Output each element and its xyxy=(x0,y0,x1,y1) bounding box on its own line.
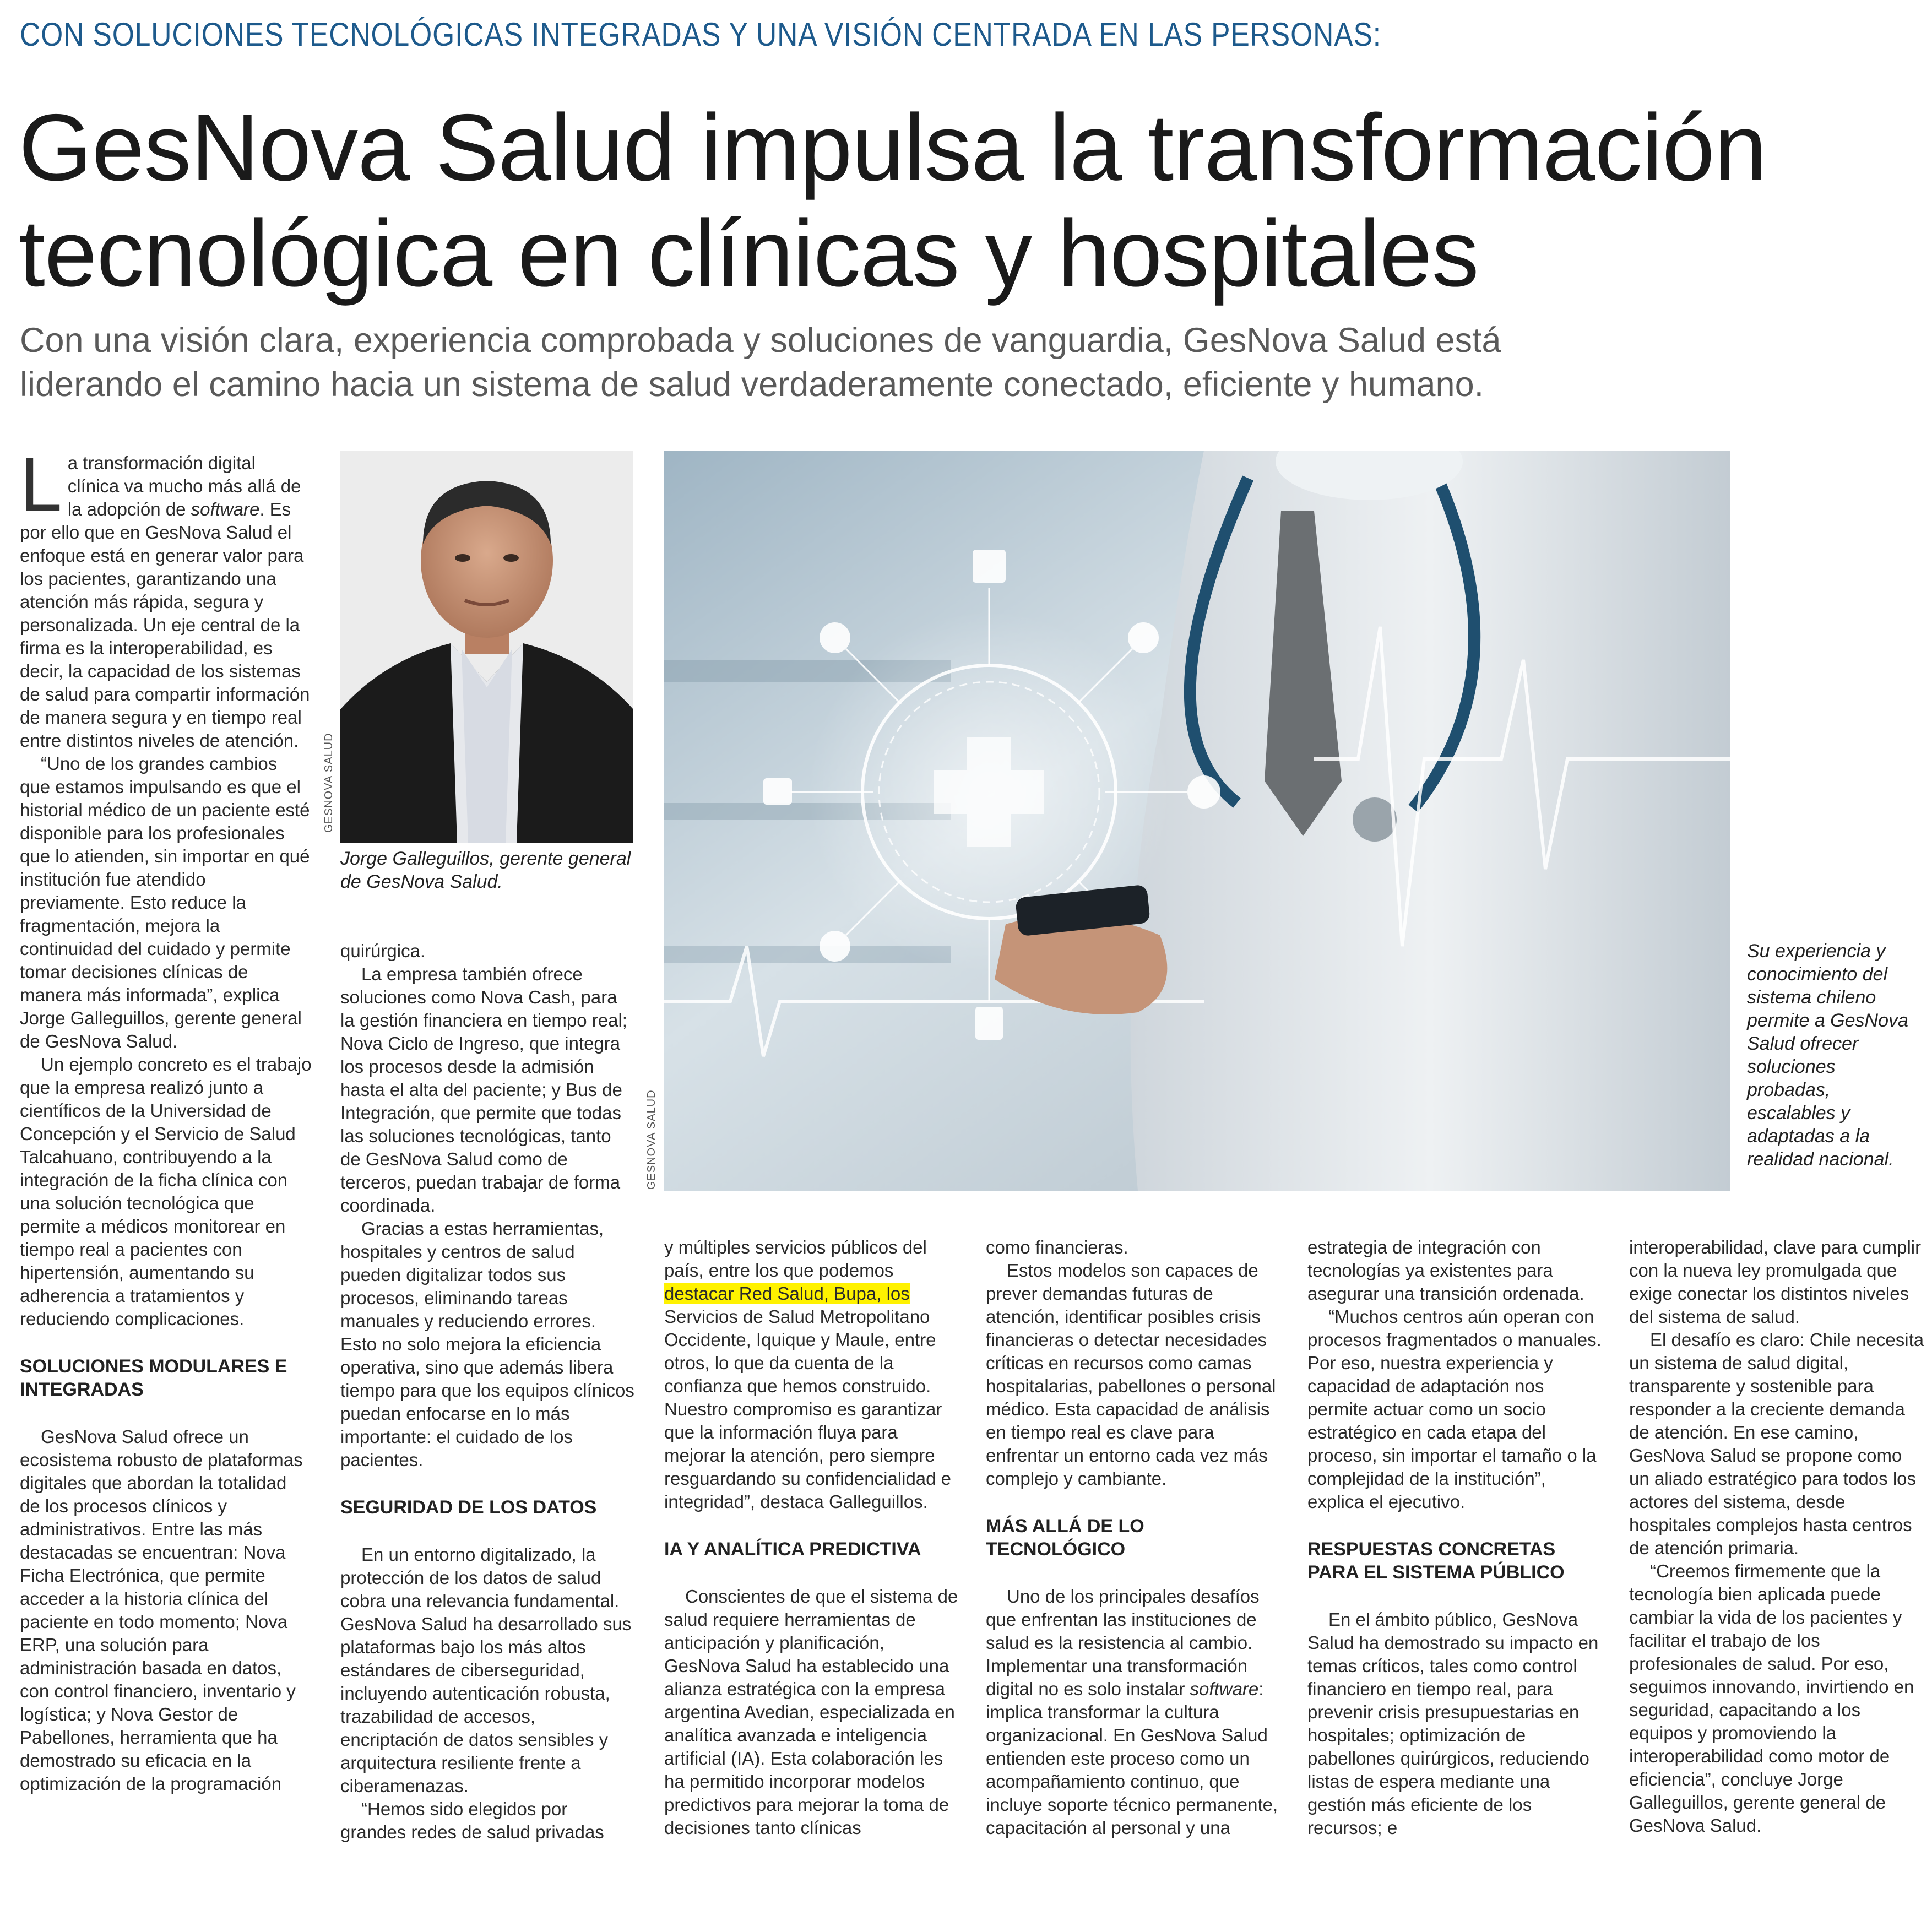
paragraph: En el ámbito público, GesNova Salud ha demostrado su impacto en temas críticos, tales como control financiero en tiempo real, para prevenir crisis presupuestarias en hospitales; optimización de pabellones quirúrgicos, reduciendo listas de espera mediante una gestión más eficiente de los recursos; e xyxy=(1307,1609,1599,1838)
highlighted-text: destacar Red Salud, Bupa, los xyxy=(664,1283,910,1304)
main-photo-caption: Su experiencia y conocimiento del sistema chileno permite a GesNova Salud ofrecer soluciones probadas, escalables y adaptadas a la realidad nacional. xyxy=(1747,941,1908,1170)
paragraph: estrategia de integración con tecnologías ya existentes para asegurar una transición ordenada. xyxy=(1307,1237,1584,1304)
paragraph: La empresa también ofrece soluciones como Nova Cash, para la gestión financiera en tiempo real; Nova Ciclo de Ingreso, que integra los procesos desde la admisión hasta el alta del paciente; y Bus de Integración, que permite que todas las soluciones tecnológicas, tanto de GesNova Salud como de terceros, puedan trabajar de forma coordinada. xyxy=(340,964,627,1216)
doctor-illustration xyxy=(664,451,1730,1191)
paragraph: En un entorno digitalizado, la protección de los datos de salud cobra una relevancia fundamental. GesNova Salud ha desarrollado sus plataformas bajo los más altos estándares de ciberseguridad, incluyendo autenticación robusta, trazabilidad de accesos, encriptación de datos sensibles y arquitectura resiliente frente a ciberamenazas. xyxy=(340,1544,632,1796)
drop-cap: L xyxy=(20,442,62,527)
portrait-photo xyxy=(340,451,633,843)
paragraph: La transformación digital clínica va mucho más allá de la adopción de software. Es por ello que en GesNova Salud el enfoque está en generar valor para los pacientes, garantizando una atención más rápida, segura y personalizada. Un eje central de la firma es la interoperabilidad, es decir, la capacidad de los sistemas de salud para compartir información de manera segura y en tiempo real entre distintos niveles de atención. xyxy=(20,442,310,751)
section-heading: SEGURIDAD DE LOS DATOS xyxy=(340,1497,597,1518)
paragraph: quirúrgica. xyxy=(340,941,426,961)
section-heading: RESPUESTAS CONCRETAS PARA EL SISTEMA PÚBLICO xyxy=(1307,1539,1565,1583)
paragraph: “Creemos firmemente que la tecnología bien aplicada puede cambiar la vida de los pacientes y facilitar el trabajo de los profesionales de salud. Por eso, seguimos innovando, invirtiendo en seguridad, capacitando a los equipos y promoviendo la interoperabilidad como motor de eficiencia”, concluye Jorge Galleguillos, gerente general de GesNova Salud. xyxy=(1629,1561,1914,1836)
paragraph: El desafío es claro: Chile necesita un sistema de salud digital, transparente y sostenible para responder a la creciente demanda de atención. En ese camino, GesNova Salud se propone como un aliado estratégico para todos los actores del sistema, desde hospitales complejos hasta centros de atención primaria. xyxy=(1629,1330,1924,1558)
photo-credit: GESNOVA SALUD xyxy=(645,1089,658,1190)
portrait-caption: Jorge Galleguillos, gerente general de GesNova Salud. xyxy=(340,848,631,892)
body-column-1 xyxy=(20,442,312,1795)
paragraph: y múltiples servicios públicos del país, entre los que podemos destacar Red Salud, Bupa, los Servicios de Salud Metropolitano Occidente, Iquique y Maule, entre otros, lo que da cuenta de la confianza que hemos construido. Nuestro compromiso es garantizar que la información fluya para mejorar la atención, pero siempre resguardando su confidencialidad e integridad”, destaca Galleguillos. xyxy=(664,1237,952,1512)
deck-line-2: liderando el camino hacia un sistema de salud verdaderamente conectado, eficiente y humano. xyxy=(20,365,1484,404)
paragraph: Uno de los principales desafíos que enfrentan las instituciones de salud es la resistencia al cambio. Implementar una transformación digital no es solo instalar software: implica transformar la cultura organizacional. En GesNova Salud entienden este proceso como un acompañamiento continuo, que incluye soporte técnico permanente, capacitación al personal y una xyxy=(986,1586,1278,1838)
paragraph: como financieras. xyxy=(986,1237,1128,1257)
body-column-5 xyxy=(1307,1236,1605,1840)
section-heading: SOLUCIONES MODULARES E INTEGRADAS xyxy=(20,1356,287,1400)
paragraph: GesNova Salud ofrece un ecosistema robusto de plataformas digitales que abordan la totalidad de los procesos clínicos y administrativos. Entre las más destacadas se encuentran: Nova Ficha Electrónica, que permite acceder a la historia clínica del paciente en todo momento; Nova ERP, una solución para administración basada en datos, con control financiero, inventario y logística; y Nova Gestor de Pabellones, herramienta que ha demostrado su eficacia en la optimización de la programación xyxy=(20,1426,303,1794)
deck-line-1: Con una visión clara, experiencia comprobada y soluciones de vanguardia, GesNova Salud está xyxy=(20,321,1501,360)
section-heading: MÁS ALLÁ DE LO TECNOLÓGICO xyxy=(986,1516,1144,1560)
paragraph: “Hemos sido elegidos por grandes redes de salud privadas xyxy=(340,1799,604,1842)
body-column-2 xyxy=(340,940,635,1844)
photo-credit: GESNOVA SALUD xyxy=(323,732,335,833)
paragraph: Estos modelos son capaces de prever demandas futuras de atención, identificar posibles crisis financieras o detectar necesidades críticas en recursos como camas hospitalarias, pabellones o personal médico. Esta capacidad de análisis en tiempo real es clave para enfrentar un entorno cada vez más complejo y cambiante. xyxy=(986,1260,1276,1489)
paragraph: Un ejemplo concreto es el trabajo que la empresa realizó junto a científicos de la Universidad de Concepción y el Servicio de Salud Talcahuano, contribuyendo a la integración de la ficha clínica con una solución tecnológica que permite a médicos monitorear en tiempo real a pacientes con hipertensión, aumentando su adherencia a tratamientos y reduciendo complicaciones. xyxy=(20,1054,312,1329)
main-photo xyxy=(664,451,1730,1191)
headline-line-2: tecnológica en clínicas y hospitales xyxy=(19,200,1479,306)
paragraph: Gracias a estas herramientas, hospitales y centros de salud pueden digitalizar todos sus procesos, eliminando tareas manuales y reduciendo errores. Esto no solo mejora la eficiencia operativa, sino que además libera tiempo para que los equipos clínicos puedan enfocarse en lo más importante: el cuidado de los pacientes. xyxy=(340,1218,634,1470)
headline-line-1: GesNova Salud impulsa la transformación xyxy=(19,95,1767,200)
body-column-3 xyxy=(664,1236,962,1840)
kicker: CON SOLUCIONES TECNOLÓGICAS INTEGRADAS Y UNA VISIÓN CENTRADA EN LAS PERSONAS: xyxy=(20,16,1381,53)
paragraph: Conscientes de que el sistema de salud requiere herramientas de anticipación y planificación, GesNova Salud ha establecido una alianza estratégica con la empresa argentina Avedian, especializada en analítica avanzada e inteligencia artificial (IA). Esta colaboración les ha permitido incorporar modelos predictivos para mejorar la toma de decisiones tanto clínicas xyxy=(664,1586,958,1838)
body-column-4 xyxy=(986,1236,1283,1840)
paragraph: “Uno de los grandes cambios que estamos impulsando es que el historial médico de un paciente esté disponible para los profesionales que lo atienden, sin importar en qué institución fue atendido previamente. Esto reduce la fragmentación, mejora la continuidad del cuidado y permite tomar decisiones clínicas de manera más informada”, explica Jorge Galleguillos, gerente general de GesNova Salud. xyxy=(20,753,310,1051)
body-column-6 xyxy=(1629,1236,1926,1837)
section-heading: IA Y ANALÍTICA PREDICTIVA xyxy=(664,1539,921,1560)
paragraph: “Muchos centros aún operan con procesos fragmentados o manuales. Por eso, nuestra experiencia y capacidad de adaptación nos permite actuar como un socio estratégico en cada etapa del proceso, sin importar el tamaño o la complejidad de la institución”, explica el ejecutivo. xyxy=(1307,1306,1602,1512)
paragraph: interoperabilidad, clave para cumplir con la nueva ley promulgada que exige conectar los distintos niveles del sistema de salud. xyxy=(1629,1237,1922,1327)
portrait-illustration xyxy=(340,451,633,843)
headline xyxy=(19,95,1836,306)
deck xyxy=(20,318,1617,406)
